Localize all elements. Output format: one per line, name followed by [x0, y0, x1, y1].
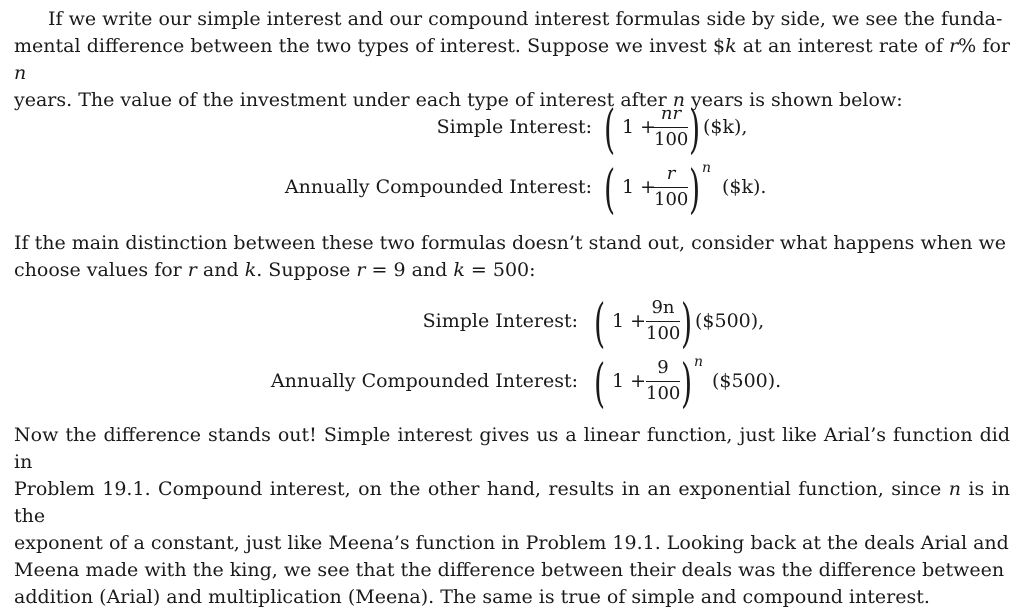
equation-compound-interest-specific: Annually Compounded Interest: ( 1 + 9 100 ) n ($500). — [270, 354, 782, 414]
equation-block-general — [14, 102, 1010, 226]
equation-label: Simple Interest: — [422, 310, 578, 332]
equation-compound-interest-general: Annually Compounded Interest: ( 1 + r 100 ) n ($k). — [284, 160, 767, 220]
equation-simple-interest-general: Simple Interest: ( 1 + nr 100 ) ($k), — [436, 100, 748, 160]
equation-label: Annually Compounded Interest: — [270, 370, 578, 392]
substitution-paragraph: If the main distinction between these two formulas doesn’t stand out, consider what happens when we choose values for r and k. Suppose r = 9 and k = 500: — [14, 232, 1006, 281]
left-paren: ( — [604, 100, 616, 160]
equation-simple-interest-specific: Simple Interest: ( 1 + 9n 100 ) ($500), — [422, 294, 765, 354]
right-paren: ) — [681, 354, 693, 414]
left-paren: ( — [594, 354, 606, 414]
exponent: n — [702, 160, 712, 176]
left-paren: ( — [594, 294, 606, 354]
equation-block-specific — [14, 294, 1010, 418]
left-paren: ( — [604, 160, 616, 220]
intro-paragraph: If we write our simple interest and our compound interest formulas side by side, we see the funda- mental difference between the two types of interest. Suppose we invest $k at an interest rate of r% for n years. The value of the investment under each type of interest after n years is shown below: — [14, 8, 1010, 111]
right-paren: ) — [681, 294, 693, 354]
equation-label: Annually Compounded Interest: — [284, 176, 592, 198]
exponent: n — [694, 354, 704, 370]
right-paren: ) — [689, 100, 701, 160]
conclusion-paragraph: Now the difference stands out! Simple interest gives us a linear function, just like Arial’s function did in Problem 19.1. Compound interest, on the other hand, results in an exponential function, since n is in the exponent of a constant, just like Meena’s function in Problem 19.1. Looking back at the deals Arial and Meena made with the king, we see that the difference between their deals was the difference between addition (Arial) and multiplication (Meena). The same is true of simple and compound interest. — [14, 424, 1010, 608]
right-paren: ) — [689, 160, 701, 220]
equation-label: Simple Interest: — [436, 116, 592, 138]
